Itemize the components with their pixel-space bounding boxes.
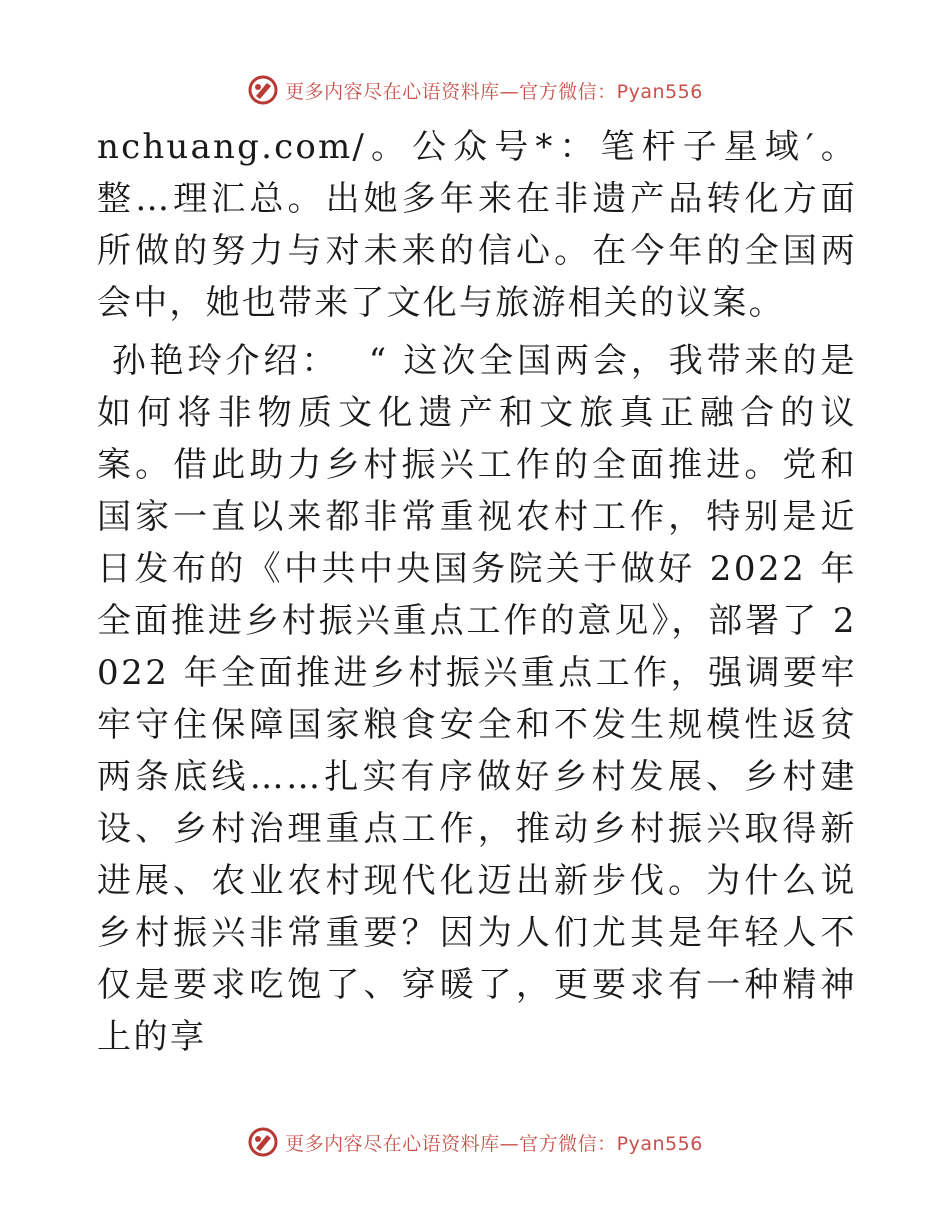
footer-banner — [0, 1122, 950, 1162]
paragraph-1: nchuang.com/。公众号*：笔杆子星域′。整…理汇总。出她多年来在非遗产品转化方面所做的努力与对未来的信心。在今年的全国两会中，她也带来了文化与旅游相关的议案。 — [97, 127, 857, 323]
paragraph-2: 孙艳玲介绍： “ 这次全国两会，我带来的是如何将非物质文化遗产和文旅真正融合的议案。借此助力乡村振兴工作的全面推进。党和国家一直以来都非常重视农村工作，特别是近日发布的《中共中央国务院关于做好 2022 年全面推进乡村振兴重点工作的意见》，部署了 2022 年全面推进乡村振兴重点工作，强调要牢牢守住保障国家粮食安全和不发生规模性返贫两条底线……扎实有序做好乡村发展、乡村建设、乡村治理重点工作，推动乡村振兴取得新进展、农业农村现代化迈出新步伐。为什么说乡村振兴非常重要？因为人们尤其是年轻人不仅是要求吃饱了、穿暖了，更要求有一种精神上的享 — [97, 341, 857, 1057]
header-banner-text: 更多内容尽在心语资料库—官方微信：Pyan556 — [285, 80, 703, 103]
footer-banner-text: 更多内容尽在心语资料库—官方微信：Pyan556 — [285, 1132, 703, 1155]
header-banner — [0, 70, 950, 110]
brand-logo-icon — [247, 74, 279, 106]
brand-logo-icon — [247, 1126, 279, 1158]
document-body — [97, 121, 857, 1063]
